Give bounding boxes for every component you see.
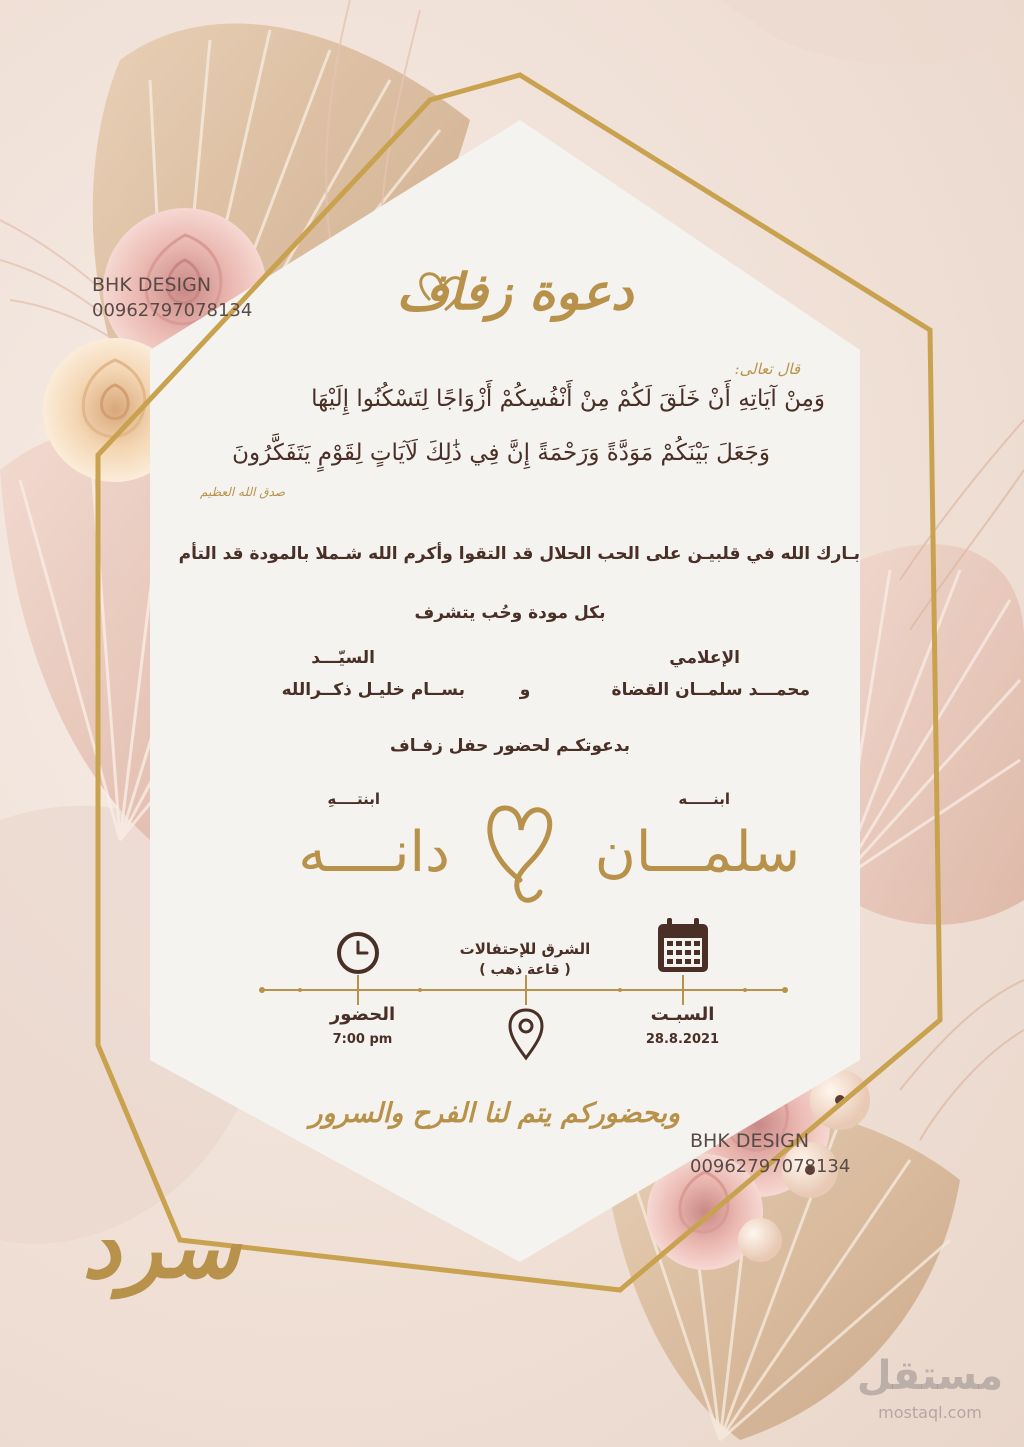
verse-line-2: وَجَعَلَ بَيْنَكُمْ مَوَدَّةً وَرَحْمَةً إِنَّ فِي ذَٰلِكَ لَآيَاتٍ لِقَوْمٍ يَتَفَكَّرُونَ [232, 440, 770, 466]
conjunction: و [519, 680, 531, 700]
bride-relation: ابنتــــهِ [327, 790, 380, 808]
invitation-title: دعوة زفاف [396, 262, 634, 321]
venue-name: الشرق للإحتفالات [459, 940, 591, 958]
calendar-icon [658, 918, 708, 972]
verse-intro: قال تعالى: [734, 360, 800, 378]
closing-calligraphy: وبحضوركم يتم لنا الفرح والسرور [309, 1098, 680, 1129]
watermark-brand: BHK DESIGN [92, 274, 212, 296]
invite-line: بدعوتكـم لحضور حفل زفـاف [390, 736, 630, 756]
venue-hall: ( قاعة ذهب ) [479, 962, 571, 978]
host-right-name: محمـــد سلمــان القضاة [611, 680, 810, 700]
bride-name: دانــــه [298, 820, 450, 885]
designer-watermark [690, 1128, 850, 1180]
site-logo: مستقل [856, 1353, 1004, 1399]
verse-line-1: وَمِنْ آيَاتِهِ أَنْ خَلَقَ لَكُمْ مِنْ أَنْفُسِكُمْ أَزْوَاجًا لِتَسْكُنُوا إِلَيْهَا [311, 386, 825, 412]
site-url: mostaql.com [878, 1403, 982, 1422]
groom-name: سلمـــان [594, 820, 800, 885]
time-value: 7:00 pm [332, 1032, 393, 1047]
honor-line: بكل مودة وحُب يتشرف [414, 603, 606, 623]
verse-closing: صدق الله العظيم [200, 485, 286, 499]
blessing-text: بـارك الله في قلبيـن على الحب الحلال قد التقوا وأكرم الله شـملا بالمودة قد التأم [178, 544, 860, 564]
date-value: 28.8.2021 [645, 1032, 720, 1047]
watermark-phone: 00962797078134 [690, 1156, 851, 1177]
watermark-brand: BHK DESIGN [690, 1130, 810, 1152]
host-left-title: السيّـــد [311, 648, 375, 668]
groom-relation: ابنـــــه [678, 790, 730, 808]
signature-logo: سرد [82, 1197, 240, 1298]
time-label: الحضور [329, 1004, 396, 1025]
host-right-title: الإعلامي [669, 648, 740, 668]
background-wash [720, 0, 1024, 65]
date-day: السبـت [650, 1004, 715, 1025]
host-left-name: بســام خليـل ذكــرالله [281, 680, 465, 700]
watermark-phone: 00962797078134 [92, 300, 253, 321]
designer-watermark [92, 272, 252, 324]
